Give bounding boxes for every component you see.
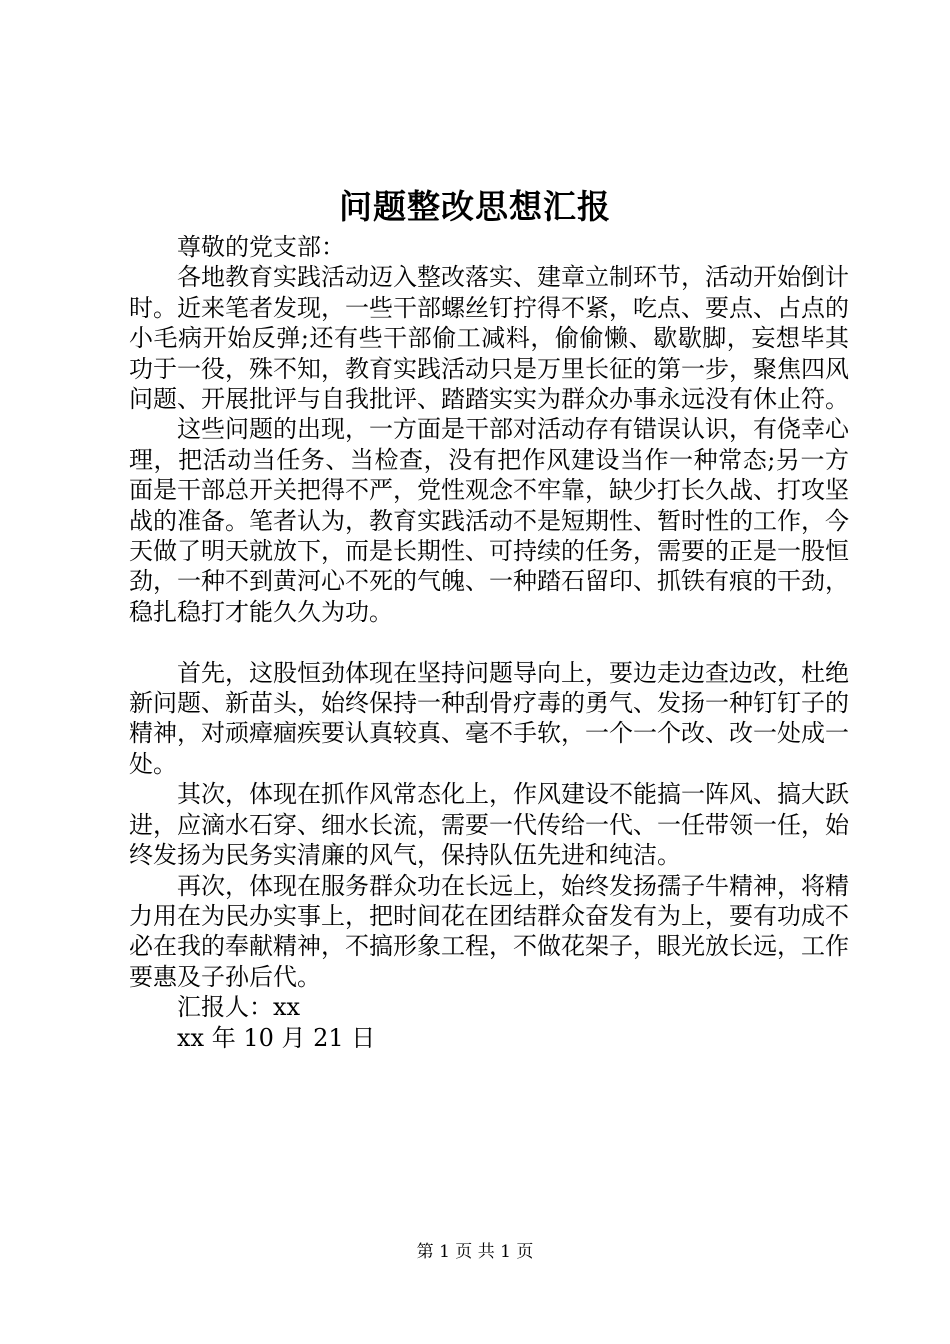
document-body [129, 232, 849, 1053]
blank-line [129, 627, 849, 657]
paragraph-1: 各地教育实践活动迈入整改落实、建章立制环节，活动开始倒计时。近来笔者发现，一些干部螺丝钉拧得不紧，吃点、要点、占点的小毛病开始反弹;还有些干部偷工减料，偷偷懒、歇歇脚，妄想毕其功于一役，殊不知，教育实践活动只是万里长征的第一步，聚焦四风问题、开展批评与自我批评、踏踏实实为群众办事永远没有休止符。 [129, 263, 849, 414]
date-line: xx 年 10 月 21 日 [177, 1023, 376, 1052]
paragraph-5: 再次，体现在服务群众功在长远上，始终发扬孺子牛精神，将精力用在为民办实事上，把时间花在团结群众奋发有为上，要有功成不必在我的奉献精神，不搞形象工程，不做花架子，眼光放长远，工作要惠及子孙后代。 [129, 871, 849, 991]
page-footer: 第 1 页 共 1 页 [416, 1242, 534, 1262]
document-title: 问题整改思想汇报 [339, 187, 611, 226]
paragraph-4: 其次，体现在抓作风常态化上，作风建设不能搞一阵风、搞大跃进，应滴水石穿、细水长流，需要一代传给一代、一任带领一任，始终发扬为民务实清廉的风气，保持队伍先进和纯洁。 [129, 780, 849, 870]
salutation: 尊敬的党支部： [177, 233, 345, 261]
paragraph-3: 首先，这股恒劲体现在坚持问题导向上，要边走边查边改，杜绝新问题、新苗头，始终保持一种刮骨疗毒的勇气、发扬一种钉钉子的精神，对顽瘴痼疾要认真较真、毫不手软，一个一个改、改一处成一处。 [129, 658, 849, 778]
paragraph-2: 这些问题的出现，一方面是干部对活动存有错误认识，有侥幸心理，把活动当任务、当检查，没有把作风建设当作一种常态;另一方面是干部总开关把得不严，党性观念不牢靠，缺少打长久战、打攻坚战的准备。笔者认为，教育实践活动不是短期性、暂时性的工作，今天做了明天就放下，而是长期性、可持续的任务，需要的正是一股恒劲，一种不到黄河心不死的气魄、一种踏石留印、抓铁有痕的干劲，稳扎稳打才能久久为功。 [129, 415, 849, 626]
reporter-line: 汇报人：xx [177, 993, 301, 1022]
